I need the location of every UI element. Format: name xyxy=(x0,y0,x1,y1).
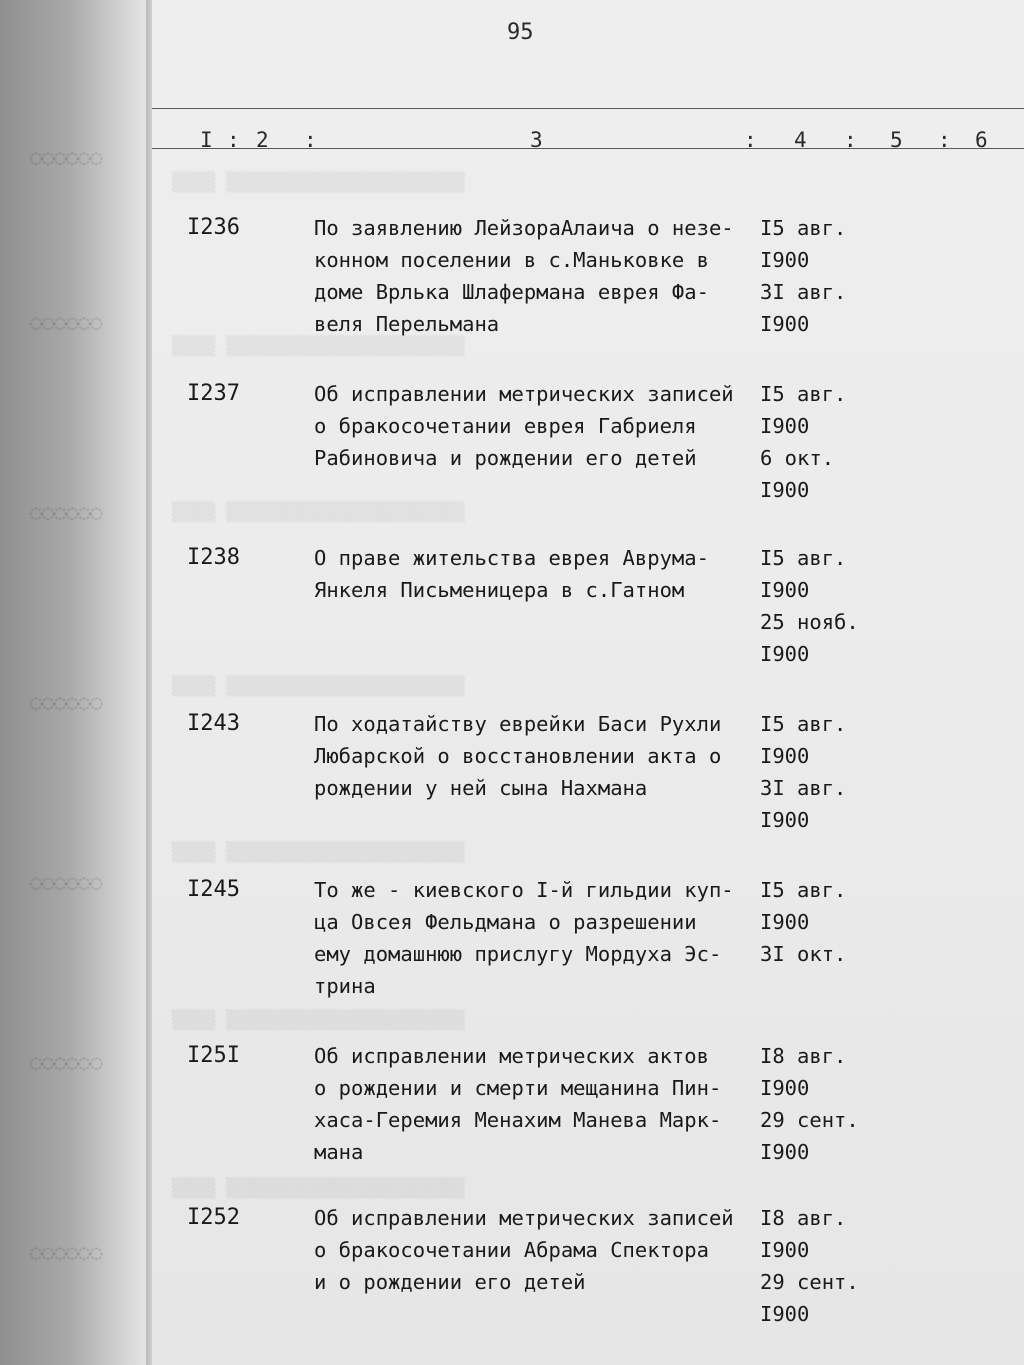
date-line: I900 xyxy=(760,578,810,602)
entry-number: I236 xyxy=(187,215,240,240)
date-line: 29 сент. xyxy=(760,1270,859,1294)
description-line: Янкеля Письменицера в с.Гатном xyxy=(314,578,685,602)
date-line: I900 xyxy=(760,312,810,336)
date-line: I900 xyxy=(760,744,810,768)
column-separator: : xyxy=(227,128,240,152)
date-line: I900 xyxy=(760,248,810,272)
description-line: хаса-Геремия Менахим Манева Марк- xyxy=(314,1108,722,1132)
show-through-text: ▒▒▒▒ ▒▒▒▒▒▒▒▒▒▒▒▒▒▒▒▒▒▒▒▒▒▒ xyxy=(172,172,465,193)
column-header-4: 4 xyxy=(794,128,807,152)
description-line: о бракосочетании еврея Габриеля xyxy=(314,414,697,438)
description-line: Рабиновича и рождении его детей xyxy=(314,446,697,470)
column-header-3: 3 xyxy=(530,128,543,152)
entry-dates xyxy=(760,708,846,836)
entry-dates xyxy=(760,378,846,506)
description-line: По ходатайству еврейки Баси Рухли xyxy=(314,712,722,736)
entry-description xyxy=(314,1202,754,1298)
description-line: о рождении и смерти мещанина Пин- xyxy=(314,1076,722,1100)
date-line: I900 xyxy=(760,414,810,438)
date-line: 3I окт. xyxy=(760,942,847,966)
entry-description xyxy=(314,1040,754,1168)
entry-number: I252 xyxy=(187,1205,240,1230)
entry-dates xyxy=(760,212,846,340)
description-line: мана xyxy=(314,1140,364,1164)
entry-number: I237 xyxy=(187,381,240,406)
left-page-bleed-text: ◌◌◌◌◌◌ xyxy=(30,145,103,169)
description-line: По заявлению ЛейзораАлаича о незе- xyxy=(314,216,734,240)
date-line: I900 xyxy=(760,1302,810,1326)
left-page-bleed-text: ◌◌◌◌◌◌ xyxy=(30,310,103,334)
entry-number: I243 xyxy=(187,711,240,736)
entry-description xyxy=(314,212,754,340)
document-page xyxy=(152,0,1024,1365)
entry-dates xyxy=(760,1202,859,1330)
entry-dates xyxy=(760,542,859,670)
date-line: I900 xyxy=(760,1140,810,1164)
entry-number: I25I xyxy=(187,1043,240,1068)
description-line: О праве жительства еврея Аврума- xyxy=(314,546,709,570)
column-header-5: 5 xyxy=(890,128,903,152)
left-page-bleed-text: ◌◌◌◌◌◌ xyxy=(30,1050,103,1074)
page-number: 95 xyxy=(507,20,534,45)
show-through-text: ▒▒▒▒ ▒▒▒▒▒▒▒▒▒▒▒▒▒▒▒▒▒▒▒▒▒▒ xyxy=(172,336,465,357)
left-page-bleed-text: ◌◌◌◌◌◌ xyxy=(30,690,103,714)
show-through-text: ▒▒▒▒ ▒▒▒▒▒▒▒▒▒▒▒▒▒▒▒▒▒▒▒▒▒▒ xyxy=(172,676,465,697)
description-line: о бракосочетании Абрама Спектора xyxy=(314,1238,709,1262)
column-separator: : xyxy=(744,128,757,152)
description-line: Об исправлении метрических записей xyxy=(314,382,734,406)
description-line: Об исправлении метрических записей xyxy=(314,1206,734,1230)
show-through-text: ▒▒▒▒ ▒▒▒▒▒▒▒▒▒▒▒▒▒▒▒▒▒▒▒▒▒▒ xyxy=(172,1178,465,1199)
date-line: I5 авг. xyxy=(760,216,847,240)
date-line: 25 нояб. xyxy=(760,610,859,634)
date-line: I8 авг. xyxy=(760,1206,847,1230)
date-line: I900 xyxy=(760,910,810,934)
left-page-bleed-text: ◌◌◌◌◌◌ xyxy=(30,1240,103,1264)
date-line: I900 xyxy=(760,808,810,832)
description-line: и о рождении его детей xyxy=(314,1270,586,1294)
left-facing-page xyxy=(0,0,152,1365)
column-header-1: I xyxy=(200,128,213,152)
show-through-text: ▒▒▒▒ ▒▒▒▒▒▒▒▒▒▒▒▒▒▒▒▒▒▒▒▒▒▒ xyxy=(172,842,465,863)
entry-dates xyxy=(760,874,846,970)
date-line: I5 авг. xyxy=(760,878,847,902)
column-header-6: 6 xyxy=(975,128,988,152)
column-header-2: 2 xyxy=(256,128,269,152)
date-line: I8 авг. xyxy=(760,1044,847,1068)
date-line: I900 xyxy=(760,1076,810,1100)
column-separator: : xyxy=(844,128,857,152)
header-top-rule xyxy=(152,108,1024,109)
date-line: 29 сент. xyxy=(760,1108,859,1132)
show-through-text: ▒▒▒▒ ▒▒▒▒▒▒▒▒▒▒▒▒▒▒▒▒▒▒▒▒▒▒ xyxy=(172,502,465,523)
column-separator: : xyxy=(938,128,951,152)
entry-description xyxy=(314,378,754,474)
entry-number: I238 xyxy=(187,545,240,570)
description-line: доме Врлька Шлафермана еврея Фа- xyxy=(314,280,709,304)
header-bottom-rule xyxy=(152,148,1024,149)
description-line: веля Перельмана xyxy=(314,312,500,336)
date-line: I900 xyxy=(760,478,810,502)
left-page-bleed-text: ◌◌◌◌◌◌ xyxy=(30,870,103,894)
description-line: рождении у ней сына Нахмана xyxy=(314,776,648,800)
date-line: I5 авг. xyxy=(760,546,847,570)
date-line: I5 авг. xyxy=(760,382,847,406)
description-line: трина xyxy=(314,974,376,998)
entry-description xyxy=(314,708,754,804)
date-line: 3I авг. xyxy=(760,280,847,304)
description-line: ему домашнюю прислугу Мордуха Эс- xyxy=(314,942,722,966)
date-line: 6 окт. xyxy=(760,446,835,470)
entry-dates xyxy=(760,1040,859,1168)
description-line: Любарской о восстановлении акта о xyxy=(314,744,722,768)
date-line: I900 xyxy=(760,642,810,666)
entry-number: I245 xyxy=(187,877,240,902)
description-line: конном поселении в с.Маньковке в xyxy=(314,248,709,272)
description-line: То же - киевского I-й гильдии куп- xyxy=(314,878,734,902)
column-separator: : xyxy=(304,128,317,152)
description-line: ца Овсея Фельдмана о разрешении xyxy=(314,910,697,934)
entry-description xyxy=(314,542,754,606)
show-through-text: ▒▒▒▒ ▒▒▒▒▒▒▒▒▒▒▒▒▒▒▒▒▒▒▒▒▒▒ xyxy=(172,1010,465,1031)
date-line: 3I авг. xyxy=(760,776,847,800)
description-line: Об исправлении метрических актов xyxy=(314,1044,709,1068)
date-line: I900 xyxy=(760,1238,810,1262)
left-page-bleed-text: ◌◌◌◌◌◌ xyxy=(30,500,103,524)
entry-description xyxy=(314,874,754,1002)
date-line: I5 авг. xyxy=(760,712,847,736)
